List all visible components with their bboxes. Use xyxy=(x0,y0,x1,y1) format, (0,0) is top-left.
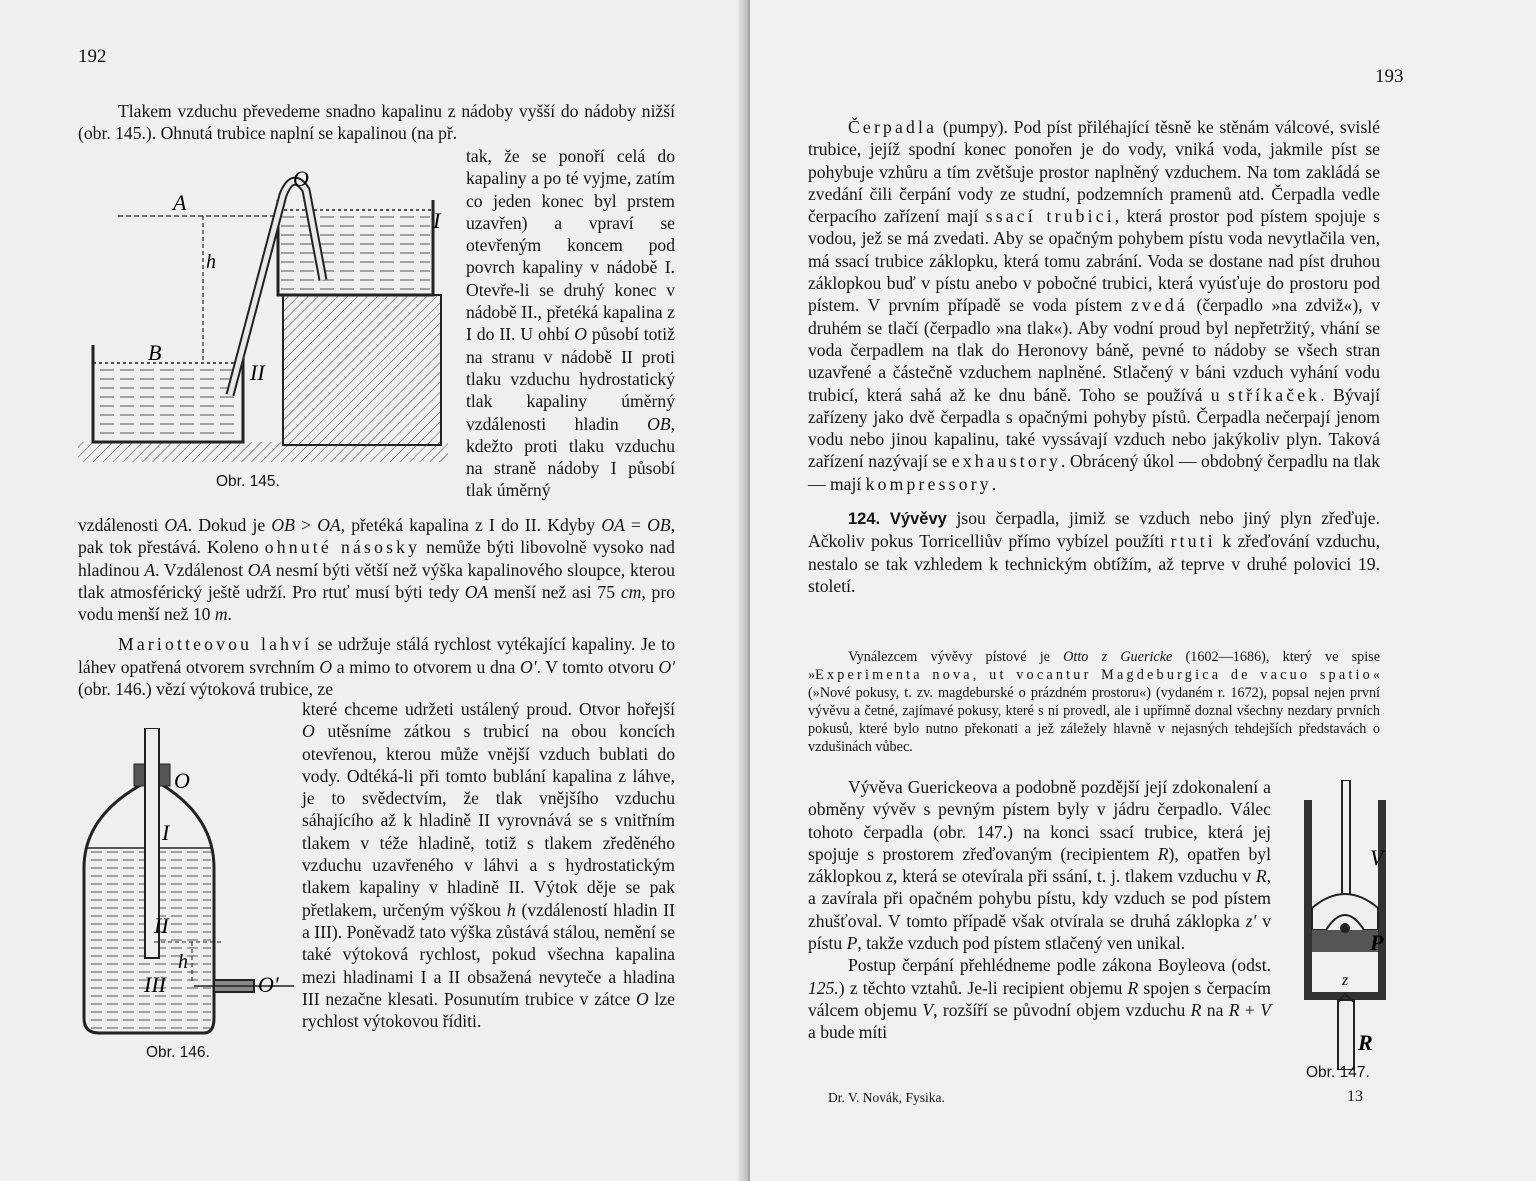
figure-caption: Obr. 147. xyxy=(1306,1064,1370,1081)
text-block: tak, že se ponoří celá do kapaliny a po té vyjme, zatím co jeden konec byl prstem uzavřen) a vpraví se otevřeným koncem pod povrch kapaliny v nádobě I. Otevře-li se druhý konec v nádobě II., přetéká kapalina z I do II. U ohbí O působí totiž na stranu v nádobě II proti tlaku vzduchu hydrostatický tlak kapaliny úměrný vzdálenosti hladin OB, kdežto proti tlaku vzduchu na straně nádoby I působí tlak úměrný xyxy=(466,146,675,501)
label-V: V xyxy=(1370,845,1384,870)
right-page xyxy=(750,0,1536,1181)
footer-sheet-number: 13 xyxy=(1347,1088,1363,1105)
label-B: B xyxy=(148,340,162,365)
figure-caption: Obr. 146. xyxy=(146,1044,210,1061)
label-h: h xyxy=(178,951,188,973)
figure-147-air-pump xyxy=(1298,780,1398,1070)
text-block: Tlakem vzduchu převedeme snadno kapalinu z nádoby vyšší do nádoby nižší (obr. 145.). Ohnutá trubice naplní se kapalinou (na př. xyxy=(78,101,675,144)
text-block: vzdálenosti OA. Dokud je OB > OA, přetéká kapalina z I do II. Kdyby OA = OB, pak tok přestává. Koleno ohnuté násosky nemůže býti libovolně vysoko nad hladinou A. Vzdálenost OA nesmí býti větší než výška kapalinového sloupce, kterou tlak atmosférický ještě udrží. Pro rtuť musí býti tedy OA menší než asi 75 cm, pro vodu menší než 10 m. Mariotteovou lahví se udržuje stálá rychlost vytékající kapaliny. Je to láhev opatřená otvorem svrchním O a mimo to otvorem u dna O'. V tomto otvoru O' (obr. 146.) vězí výtoková trubice, ze xyxy=(78,515,676,700)
label-O: O xyxy=(174,768,190,793)
label-h: h xyxy=(206,251,216,273)
left-page xyxy=(0,0,748,1181)
label-z: z xyxy=(1342,972,1349,989)
footer-author: Dr. V. Novák, Fysika. xyxy=(828,1090,945,1105)
label-II: II xyxy=(154,913,169,938)
figure-146-mariotte-bottle xyxy=(74,728,296,1046)
text-block: Vývěva Guerickeova a podobně pozdější její zdokonalení a obměny vývěv s pevným pístem byly v jádru čerpadlo. Válec tohoto čerpadla (obr. 147.) na konci ssací trubice, která jej spojuje s prostorem zřeďovaným (recipientem R), opatřen byl záklopkou z, která se otevírala při ssání, t. j. tlakem vzduchu v R, a zavírala při opačném pohybu pístu, kdy vzduch se pod pístem zhušťoval. V tomto případě však otvírala se druhá záklopka z' v pístu P, takže vzduch pod pístem stlačený ven unikal. Postup čerpání přehlédneme podle zákona Boyleova (odst. 125.) z těchto vztahů. Je-li recipient objemu R spojen s čerpacím válcem objemu V, rozšíří se původní objem vzduchu R na R + V a bude míti xyxy=(808,777,1272,1043)
label-III: III xyxy=(144,972,166,997)
figure-caption: Obr. 145. xyxy=(216,473,280,490)
text-block: které chceme udržeti ustálený proud. Otvor hořejší O utěsníme zátkou s trubicí na obou koncích otevřenou, kterou může vnější vzduch bublati do vody. Odtéká-li při tomto bublání kapalina z láhve, je to svědectvím, že tlak vnějšího vzduchu sáhajícího až k hladině II vyrovnává se s vnitřním tlakem v téže hladině, totiž s tlakem zředěného vzduchu uzavřeného v láhvi a s hydrostatickým tlakem kapaliny v hladině II. Výtok děje se pak přetlakem, určeným výškou h (vzdáleností hladin II a III). Poněvadž tato výška zůstává stálou, nemění se také výtoková rychlost, pokud všechna kapalina mezi hladinami I a II obsažená nevyteče a hladina III nezačne klesati. Posunutím trubice v zátce O lze rychlost výtokovou říditi. xyxy=(302,699,675,1032)
page-number: 193 xyxy=(1375,66,1404,87)
label-R: R xyxy=(1358,1030,1373,1055)
label-O-prime: O' xyxy=(258,972,279,997)
label-A: A xyxy=(173,190,187,215)
label-I: I xyxy=(433,208,441,233)
label-O: O xyxy=(293,166,309,191)
text-block-small: Vynálezcem vývěvy pístové je Otto z Guericke (1602—1686), který ve spise »Experimenta nova, ut vocantur Magdeburgica de vacuo spatio« (»Nové pokusy, t. zv. magdeburské o prázdném prostoru«) (vydaném r. 1672), popsal nejen první vývěvu a četné, zajímavé pokusy, které s ní provedl, ale i upřímně doznal všechny nezdary prvních pokusů, které bylo nutno překonati a jež záležely hlavně v nejasných tehdejších představách o vzdušinách vůbec. xyxy=(808,649,1380,756)
label-II: II xyxy=(250,360,265,385)
page-number: 192 xyxy=(78,46,107,67)
label-I: I xyxy=(162,820,170,845)
figure-145-siphon xyxy=(78,150,458,480)
text-block: Čerpadla (pumpy). Pod píst přiléhající těsně ke stěnám válcové, svislé trubice, jejíž spodní konec ponořen je do vody, vniká voda, jakmile píst se pohybuje vzhůru a tím zvětšuje prostor naplněný vzduchem. Na tom zakládá se zvedání čili čerpání vody ze studní, podzemních pramenů atd. Čerpadla vedle čerpacího zařízení mají ssací trubici, která prostor pod pístem spojuje s vodou, jež se má zvedati. Aby se opačným pohybem pístu voda nevytlačila ven, má ssací trubice záklopku, která tomu zabrání. Voda se dostane nad píst druhou záklopkou buď v pístu anebo v pobočné trubici, která vyúsťuje do prostoru pod pístem. V prvním případě se voda pístem zvedá (čerpadlo »na zdviž«), v druhém se tlačí (čerpadlo »na tlak«). Aby vodní proud byl nepřetržitý, vhání se voda čerpadlem na tlak do Heronovy báně, pevné to nádoby se všech stran uzavřené a částečně vzduchem naplněné. Stlačený v báni vzduch vyhání vodu trubicí, která sahá až ke dnu báně. Toho se používá u stříkaček. Bývají zařízeny jako dvě čerpadla s opačnými pohyby pístů. Čerpadla nečerpají jenom vodu nebo jinou kapalinu, také vyssávají vzduch nebo jakýkoliv plyn. Taková zařízení nazývají se exhaustory. Obrácený úkol — obdobný čerpadlu na tlak — mají kompressory. 124. Vývěvy jsou čerpadla, jimiž se vzduch nebo jiný plyn zřeďuje. Ačkoliv pokus Torricelliův přímo vybízel použíti rtuti k zřeďování vzduchu, nestalo se tak vzhledem k technickým obtížím, až teprve v druhé polovici 19. století. xyxy=(808,117,1380,596)
label-P: P xyxy=(1370,930,1384,955)
